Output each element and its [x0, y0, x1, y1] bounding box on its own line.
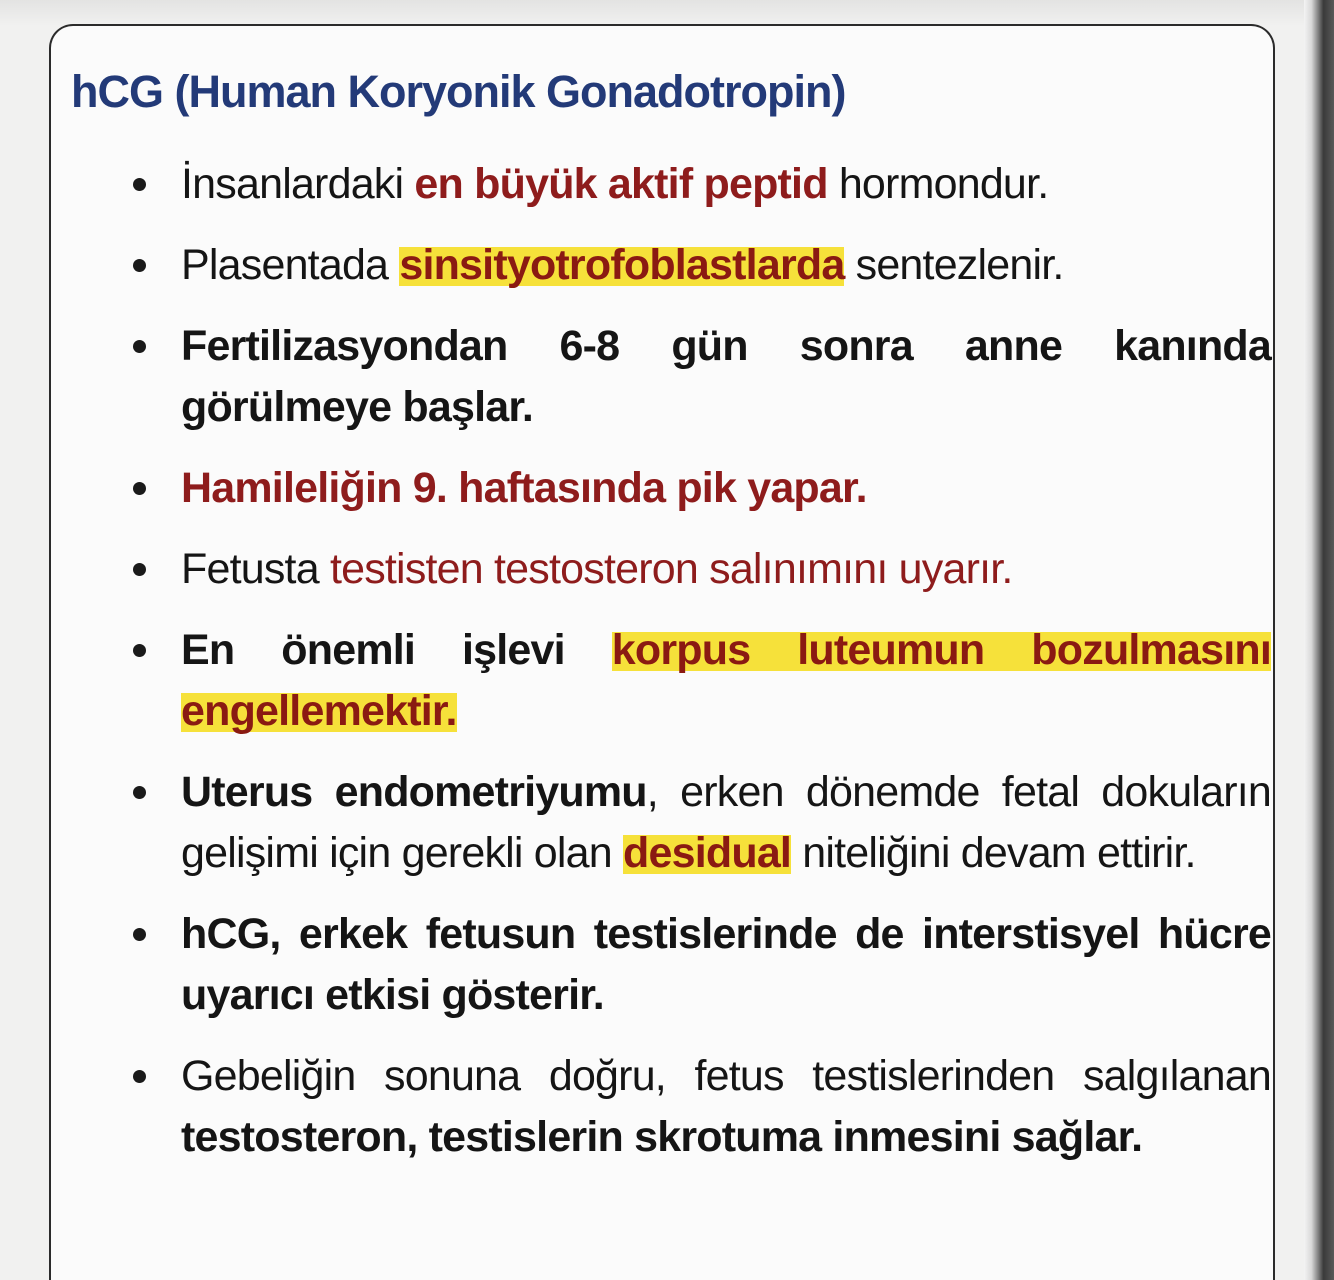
- bullet-text-run: Plasentada: [181, 241, 400, 289]
- bullet-item: [181, 539, 1271, 600]
- bullet-item: [181, 235, 1271, 296]
- bullet-list: [181, 154, 1271, 1188]
- bullet-text-run: İnsanlardaki: [181, 160, 415, 208]
- bullet-text-run: en büyük aktif peptid: [414, 160, 828, 208]
- bullet-text-run: testosteron, testislerin skrotuma inmesini sağlar.: [181, 1113, 1143, 1161]
- bullet-dot-icon: [133, 1070, 146, 1083]
- bullet-item: [181, 154, 1271, 215]
- hcg-info-card: [49, 24, 1275, 1280]
- page-top-shadow: [0, 0, 1334, 26]
- bullet-dot-icon: [133, 928, 146, 941]
- bullet-text-run: En önemli işlevi: [181, 626, 612, 674]
- bullet-dot-icon: [133, 644, 146, 657]
- bullet-text-run: hormondur.: [827, 160, 1049, 208]
- card-title: hCG (Human Koryonik Gonadotropin): [71, 66, 846, 117]
- bullet-item: [181, 316, 1271, 438]
- bullet-text-run: Gebeliğin sonuna doğru, fetus testislerinden salgılanan: [181, 1052, 1271, 1100]
- bullet-dot-icon: [133, 563, 146, 576]
- bullet-text-run: testisten testosteron salınımını uyarır.: [329, 545, 1013, 593]
- bullet-text-run: , erken dönemde fetal dokuların gelişimi için gerekli olan: [181, 768, 1271, 877]
- bullet-dot-icon: [133, 786, 146, 799]
- bullet-text-run: korpus luteumun bozulmasını engellemektir.: [181, 626, 1271, 735]
- bullet-item: [181, 1046, 1271, 1168]
- bullet-dot-icon: [133, 178, 146, 191]
- bullet-text-run: Hamileliğin 9. haftasında pik yapar.: [181, 464, 867, 512]
- bullet-text-run: hCG, erkek fetusun testislerinde de interstisyel hücre uyarıcı etkisi gösterir.: [181, 910, 1271, 1019]
- bullet-text-run: Uterus endometriyumu: [181, 768, 647, 816]
- bullet-dot-icon: [133, 482, 146, 495]
- bullet-text-run: sinsityotrofoblastlarda: [399, 241, 845, 289]
- bullet-text-run: desidual: [623, 829, 792, 877]
- bullet-text-run: Fertilizasyondan 6-8 gün sonra anne kanında görülmeye başlar.: [181, 322, 1271, 431]
- page-binding-edge: [1304, 0, 1334, 1280]
- bullet-item: [181, 458, 1271, 519]
- bullet-text-run: sentezlenir.: [844, 241, 1064, 289]
- bullet-item: [181, 620, 1271, 742]
- bullet-dot-icon: [133, 259, 146, 272]
- bullet-item: [181, 904, 1271, 1026]
- bullet-text-run: niteliğini devam ettirir.: [791, 829, 1196, 877]
- bullet-item: [181, 762, 1271, 884]
- bullet-text-run: Fetusta: [181, 545, 330, 593]
- bullet-dot-icon: [133, 340, 146, 353]
